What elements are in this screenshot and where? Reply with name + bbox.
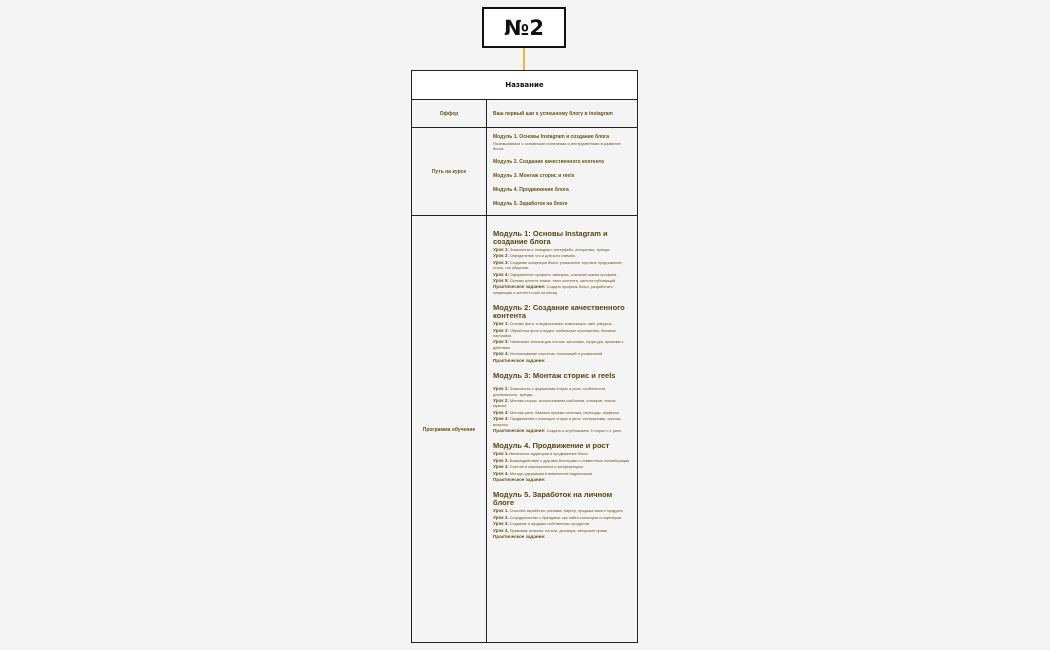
- practical-task: Практическое задание:: [493, 476, 546, 482]
- badge-label: №2: [504, 15, 544, 40]
- table-row-path: [412, 128, 637, 216]
- path-item: Модуль 4. Продвижение блога: [493, 187, 569, 193]
- table-title: [412, 71, 637, 100]
- lesson: Урок 2: Монтаж сторис: использование шаблонов, стикеров, текста, музыки.: [493, 397, 617, 409]
- connector-line: [523, 48, 525, 70]
- lesson: Урок 5: Основы контент-плана: типы контента, частота публикаций.: [493, 278, 617, 284]
- offer-value: Ваш первый шаг к успешному блогу в instagram: [493, 110, 613, 117]
- module-title: Модуль 4. Продвижение и рост: [493, 441, 610, 451]
- lesson: Урок 2. Взаимодействие с другими блогерами и совместные коллаборации: [493, 457, 630, 463]
- module-title: Модуль 5. Заработок на личном блоге: [493, 490, 613, 508]
- module-block: [493, 372, 631, 434]
- path-item-subtitle: Познакомимся с основными понятиями и инструментами в развитие блога: [493, 141, 621, 151]
- module-title: Модуль 2: Создание качественного контента: [493, 303, 625, 321]
- module-title: Модуль 1: Основы Instagram и создание блога: [493, 229, 608, 246]
- lesson: Урок 3: Создание концепции блога: уникальное торговое предложение, стиль, тон общения.: [493, 259, 623, 271]
- path-item: [493, 134, 631, 151]
- lesson: Урок 2: Обработка фото и видео: мобильные приложения, базовые настройки.: [493, 327, 616, 339]
- table-title-text: Название: [505, 81, 544, 89]
- program-label: Программа обучение: [412, 216, 487, 643]
- module-block: [493, 230, 631, 296]
- practical-task: Практическое задание:: [493, 534, 546, 539]
- lesson: Урок 4: Продвижение с помощью сторис и рилс: интерактивы, опросы, вопросы.: [493, 416, 622, 427]
- module-block: [493, 491, 631, 540]
- lesson: Урок 3. Создание и продажа собственных продуктов: [493, 521, 589, 527]
- path-list: [487, 128, 637, 215]
- lesson: Урок 1. Способы заработка: реклама, бартер, продажа своего продукта: [493, 508, 623, 514]
- lesson: Урок 3. Участие в мероприятиях и конференциях: [493, 464, 584, 470]
- lesson: Урок 4: Использование хэштегов, геолокаций и упоминаний.: [493, 351, 604, 357]
- path-item: Модуль 5. Заработок на блоге: [493, 201, 568, 207]
- lesson: Урок 4. Методы удержания и вовлечение подписчиков: [493, 470, 592, 476]
- practical-task: Практическое задание: Создать профиль блога, разработать концепцию и контент-план на месяц.: [493, 284, 613, 295]
- lesson: Урок 4: Оформление профиля: аватарка, описание шапки профиля.: [493, 271, 618, 277]
- course-table: [411, 70, 638, 643]
- practical-task: Практическое задание:: [493, 357, 546, 363]
- table-row-offer: [412, 100, 637, 128]
- path-item-title: Модуль 1. Основы Instagram и создание блога: [493, 134, 609, 140]
- lesson: Урок 3: Монтаж рилс: базовые приемы монтажа, переходы, эффекты.: [493, 409, 621, 415]
- program-content: [487, 216, 637, 643]
- lesson: Урок 1: Знакомство с форматами сторис и рилс: особенности, длительность, тренды.: [493, 386, 607, 397]
- lesson: Урок 2: Определение что и для кого снимать.: [493, 253, 577, 259]
- table-row-program: [412, 216, 637, 643]
- lesson: Урок 3: Написание текстов для постов: заголовки, структура, призывы к действию.: [493, 339, 624, 350]
- module-block: [493, 442, 631, 483]
- path-label: Путь на курсе: [412, 128, 487, 215]
- path-item: Модуль 3. Монтаж сторис и reels: [493, 173, 575, 179]
- lesson: Урок 4. Правовые аспекты: налоги, договора, авторские права: [493, 527, 607, 533]
- path-item: Модуль 2. Создание качественного контента: [493, 159, 604, 165]
- step-number-badge[interactable]: [482, 7, 566, 48]
- lesson: Урок 1: Знакомство с Instagram: интерфейс, алгоритмы, тренды.: [493, 247, 611, 252]
- lesson: Урок 1: Основы фото- и видеосъемки: композиция, свет, ракурсы.: [493, 321, 613, 327]
- practical-task: Практическое задание: Создать и опубликовать 3 сторис и 1 рилс.: [493, 427, 623, 433]
- lesson: Урок 2. Сотрудничество с брендами: как найти спонсоров и партнеров: [493, 514, 621, 520]
- lesson: Урок 1.Увеличение аудитории и продвижение блога: [493, 451, 588, 457]
- offer-label: Оффер: [412, 100, 487, 127]
- module-block: [493, 304, 631, 364]
- module-title: Модуль 3: Монтаж сторис и reels: [493, 371, 616, 381]
